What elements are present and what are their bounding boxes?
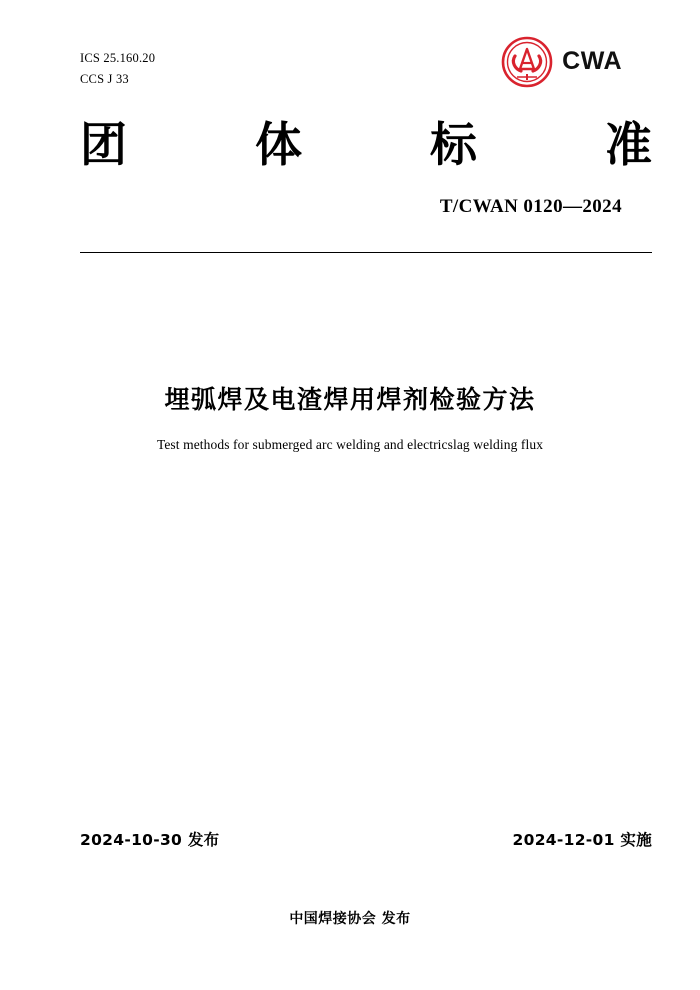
standard-number: T/CWAN 0120—2024 <box>439 196 622 217</box>
issue-date: 2024-10-30 发布 <box>80 831 220 849</box>
banner-char-3: 标 <box>430 118 477 173</box>
banner-char-4: 准 <box>605 118 652 173</box>
banner-char-1: 团 <box>80 118 127 173</box>
issuing-organization: 中国焊接协会 发布 <box>289 911 411 927</box>
classification-codes <box>80 48 155 90</box>
document-title-english: Test methods for submerged arc welding and electricslag welding flux <box>156 437 544 452</box>
ccs-code: CCS J 33 <box>80 72 129 86</box>
header-divider <box>80 252 652 253</box>
cwa-logo <box>501 36 622 88</box>
cwa-emblem-icon <box>501 36 553 88</box>
banner-char-2: 体 <box>255 118 302 173</box>
ics-code: ICS 25.160.20 <box>80 51 156 65</box>
cwa-logo-text: CWA <box>562 46 622 75</box>
document-title-chinese: 埋弧焊及电渣焊用焊剂检验方法 <box>164 385 536 414</box>
banner-title <box>80 118 652 174</box>
effective-date: 2024-12-01 实施 <box>512 831 652 849</box>
date-row <box>80 828 652 850</box>
